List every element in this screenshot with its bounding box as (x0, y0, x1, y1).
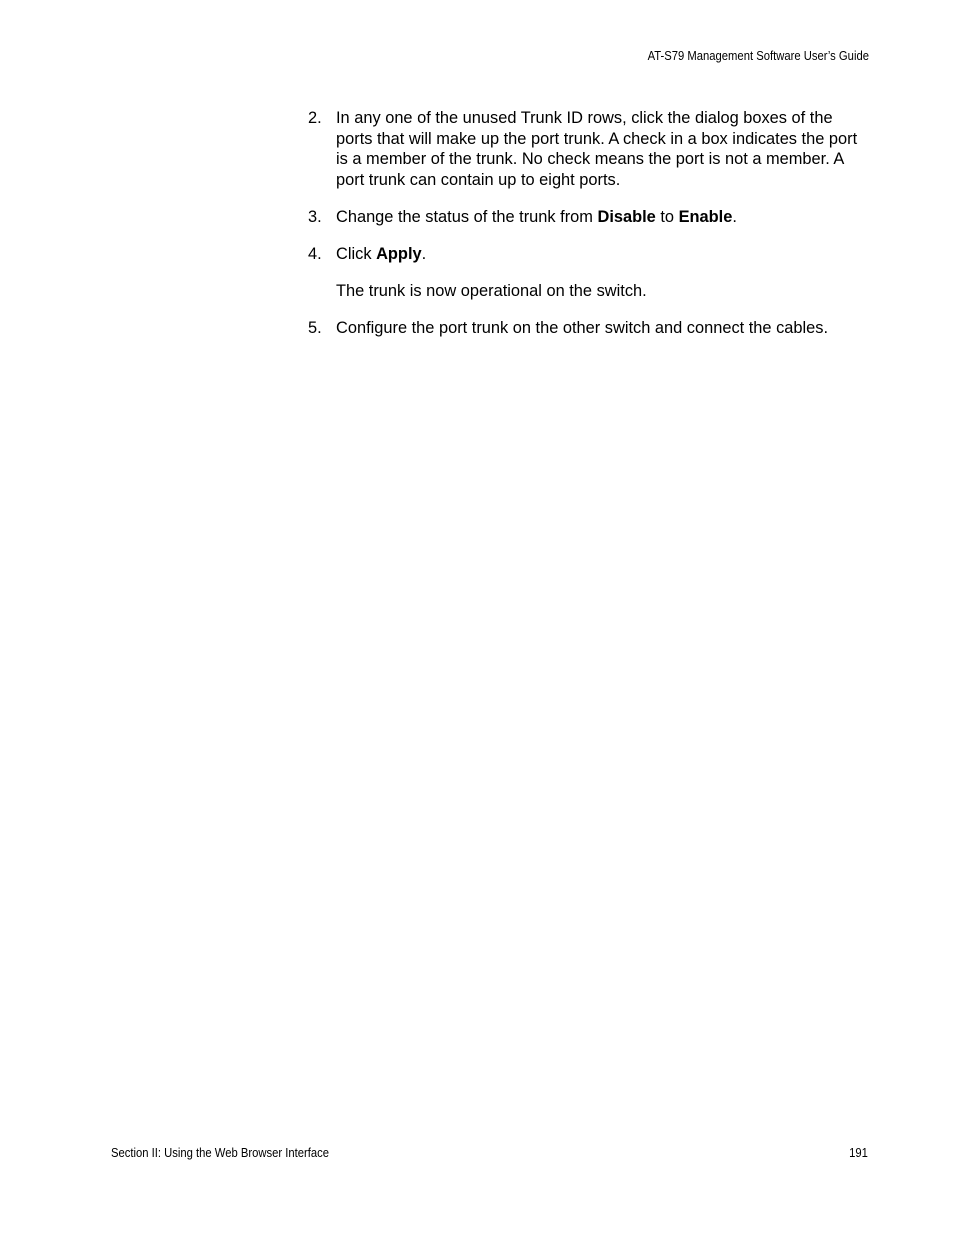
step-5 (308, 318, 868, 339)
step-2 (308, 108, 868, 190)
disable-label: Disable (597, 207, 656, 226)
apply-label: Apply (376, 244, 422, 263)
page-number: 191 (849, 1146, 868, 1160)
step-text: In any one of the unused Trunk ID rows, click the dialog boxes of the ports that will make up the port trunk. A check in a box indicates the port is a member of the trunk. No check means the port is not a member. A port trunk can contain up to eight ports. (336, 109, 858, 189)
step-number: 4. (308, 244, 322, 263)
step-number: 2. (308, 109, 322, 127)
step-text: to (655, 207, 679, 226)
enable-label: Enable (678, 207, 733, 226)
step-text: Configure the port trunk on the other switch and connect the cables. (336, 318, 829, 337)
step-text: Change the status of the trunk from (336, 207, 598, 226)
footer-section-title: Section II: Using the Web Browser Interface (111, 1146, 330, 1160)
procedure-steps (308, 108, 868, 338)
step-4 (308, 244, 868, 265)
step-number: 5. (308, 318, 322, 337)
step-4-note: The trunk is now operational on the switch. (336, 281, 647, 300)
step-text: Click (336, 244, 377, 263)
step-text: . (732, 207, 737, 226)
step-number: 3. (308, 207, 322, 226)
running-header: AT-S79 Management Software User’s Guide (647, 49, 869, 63)
step-3 (308, 207, 868, 228)
step-text: . (421, 244, 427, 263)
